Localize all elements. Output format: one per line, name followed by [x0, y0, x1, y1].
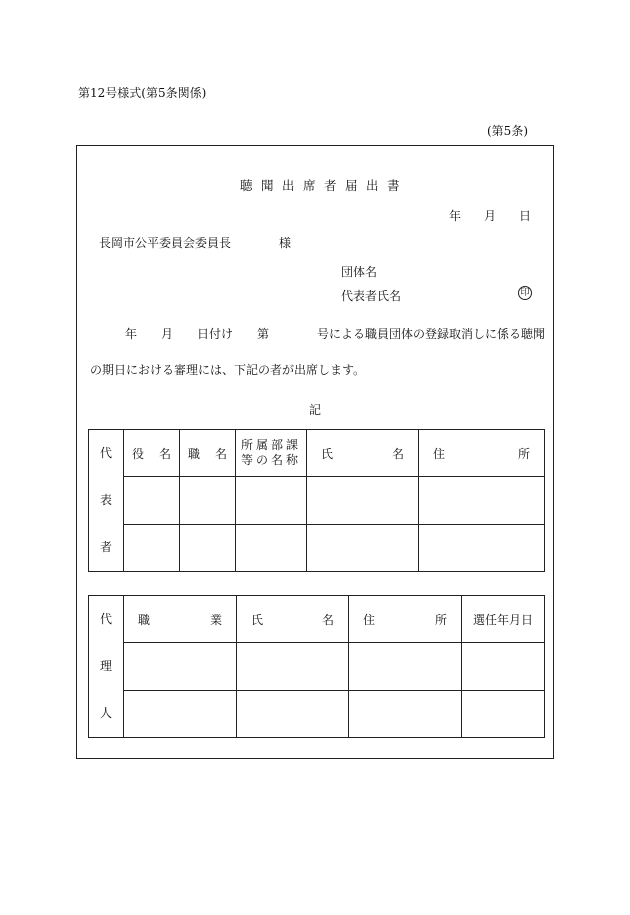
date-day: 日 [519, 209, 532, 223]
table-cell[interactable] [462, 690, 545, 737]
ki-heading: 記 [309, 403, 322, 417]
header-occupation [124, 596, 237, 643]
header-name [237, 596, 349, 643]
body-line-2: の期日における審理には、下記の者が出席します。 [90, 363, 366, 377]
header-department [236, 430, 307, 477]
representative-side-label [89, 430, 124, 572]
header-line: 等の名称 [240, 453, 301, 468]
body-year: 年 [125, 327, 138, 341]
body-line-1: 号による職員団体の登録取消しに係る聴聞 [317, 327, 546, 341]
header-char: 業 [209, 612, 222, 627]
table-cell[interactable] [237, 643, 349, 690]
header-char: 氏 [321, 446, 334, 461]
table-cell[interactable] [236, 477, 307, 524]
header-text: 選任年月日 [472, 612, 533, 627]
header-appointment-date [462, 596, 545, 643]
proxy-side-label [89, 596, 124, 738]
side-char: 代 [99, 446, 112, 460]
header-name [307, 430, 419, 477]
table-cell[interactable] [180, 524, 236, 571]
side-char: 人 [99, 706, 112, 720]
header-char: 職 [188, 446, 201, 461]
proxy-table [88, 595, 545, 738]
table-cell[interactable] [237, 690, 349, 737]
article-reference: (第5条) [487, 124, 528, 138]
header-char: 名 [321, 612, 334, 627]
header-char: 名 [391, 446, 404, 461]
body-date-suffix: 日付け [197, 327, 234, 341]
side-char: 者 [99, 540, 112, 554]
header-char: 所 [434, 612, 447, 627]
body-number-prefix: 第 [257, 327, 270, 341]
table-cell[interactable] [307, 524, 419, 571]
seal-mark: 印 [518, 286, 532, 300]
form-title: 聴聞出席者届出書 [240, 178, 409, 193]
table-cell[interactable] [124, 477, 180, 524]
header-address [349, 596, 462, 643]
header-char: 役 [132, 446, 145, 461]
header-char: 名 [158, 446, 171, 461]
table-cell[interactable] [349, 690, 462, 737]
table-cell[interactable] [180, 477, 236, 524]
table-cell[interactable] [462, 643, 545, 690]
header-address [419, 430, 545, 477]
date-year: 年 [449, 209, 462, 223]
header-char: 住 [363, 612, 376, 627]
header-line: 所属部課 [240, 438, 301, 453]
table-cell[interactable] [307, 477, 419, 524]
body-month: 月 [161, 327, 174, 341]
header-char: 名 [214, 446, 227, 461]
date-month: 月 [484, 209, 497, 223]
header-char: 氏 [251, 612, 264, 627]
side-char: 表 [99, 493, 112, 507]
header-post [124, 430, 180, 477]
table-cell[interactable] [124, 524, 180, 571]
side-char: 理 [99, 659, 112, 673]
recipient: 長岡市公平委員会委員長 [99, 236, 232, 250]
table-cell[interactable] [419, 477, 545, 524]
representative-name-label: 代表者氏名 [341, 289, 402, 303]
header-char: 職 [138, 612, 151, 627]
representative-table [88, 429, 545, 572]
side-char: 代 [99, 612, 112, 626]
table-cell[interactable] [236, 524, 307, 571]
header-char: 所 [517, 446, 530, 461]
form-number: 第12号様式(第5条関係) [78, 86, 207, 100]
table-cell[interactable] [349, 643, 462, 690]
table-cell[interactable] [124, 643, 237, 690]
table-cell[interactable] [419, 524, 545, 571]
recipient-honorific: 様 [279, 236, 292, 250]
organization-name-label: 団体名 [341, 265, 378, 279]
header-job-title [180, 430, 236, 477]
header-char: 住 [433, 446, 446, 461]
table-cell[interactable] [124, 690, 237, 737]
